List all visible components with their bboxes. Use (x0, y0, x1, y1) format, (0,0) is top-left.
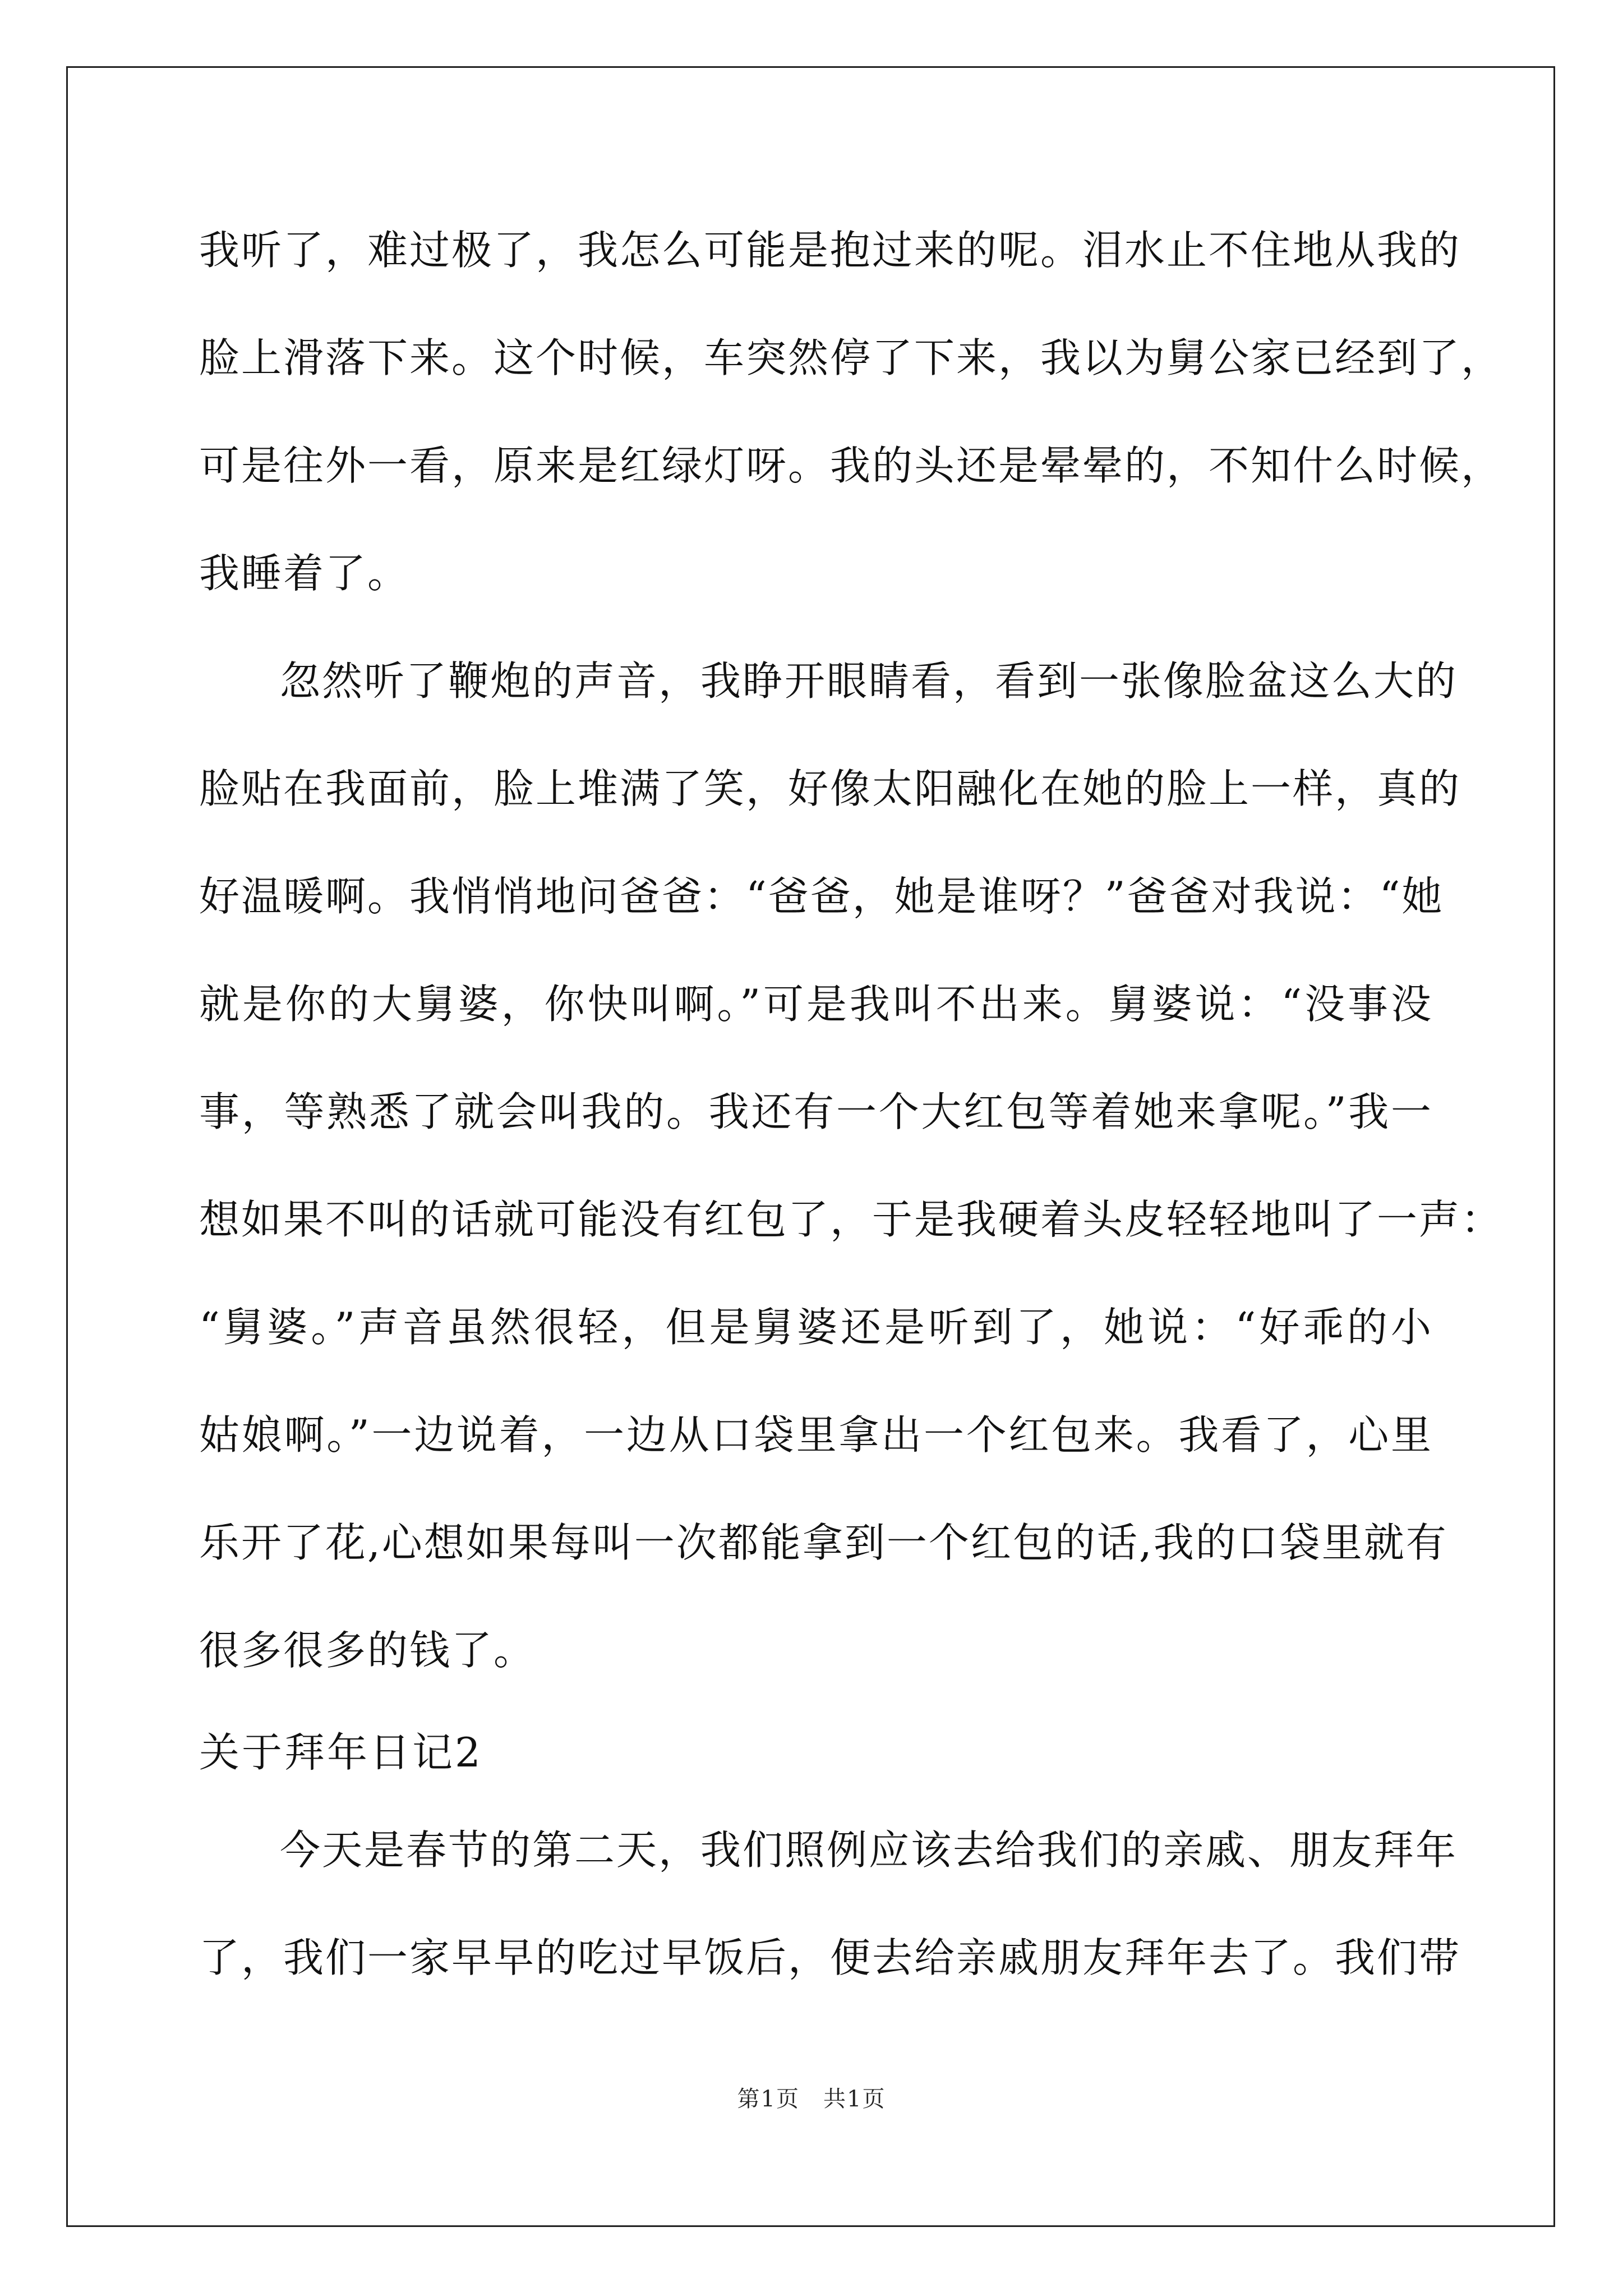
text-line-3: 可是往外一看，原来是红绿灯呀。我的头还是晕晕的，不知什么时候， (199, 442, 1504, 489)
text-line-14: 很多很多的钱了。 (199, 1627, 536, 1674)
text-line-10: 想如果不叫的话就可能没有红包了，于是我硬着头皮轻轻地叫了一声： (199, 1196, 1504, 1243)
section-heading: 关于拜年日记2 (199, 1729, 483, 1776)
text-line-7: 好温暖啊。我悄悄地问爸爸：“爸爸，她是谁呀？”爸爸对我说：“她 (199, 873, 1444, 920)
text-line-2: 脸上滑落下来。这个时候，车突然停了下来，我以为舅公家已经到了， (199, 334, 1504, 381)
text-line-13: 乐开了花,心想如果每叫一次都能拿到一个红包的话,我的口袋里就有 (199, 1519, 1448, 1566)
page-number-footer: 第1页 共1页 (737, 2086, 886, 2112)
text-line-12: 姑娘啊。”一边说着，一边从口袋里拿出一个红包来。我看了，心里 (199, 1411, 1433, 1458)
text-line-11: “舅婆。”声音虽然很轻，但是舅婆还是听到了，她说：“好乖的小 (199, 1304, 1433, 1351)
text-line-4: 我睡着了。 (199, 550, 410, 597)
text-line-16: 今天是春节的第二天，我们照例应该去给我们的亲戚、朋友拜年 (280, 1826, 1458, 1874)
text-line-6: 脸贴在我面前，脸上堆满了笑，好像太阳融化在她的脸上一样，真的 (199, 765, 1461, 812)
text-line-5: 忽然听了鞭炮的声音，我睁开眼睛看，看到一张像脸盆这么大的 (280, 657, 1458, 705)
text-line-17: 了，我们一家早早的吃过早饭后，便去给亲戚朋友拜年去了。我们带 (199, 1934, 1461, 1981)
text-line-1: 我听了，难过极了，我怎么可能是抱过来的呢。泪水止不住地从我的 (199, 227, 1461, 274)
text-line-8: 就是你的大舅婆，你快叫啊。”可是我叫不出来。舅婆说：“没事没 (199, 981, 1433, 1028)
text-line-9: 事，等熟悉了就会叫我的。我还有一个大红包等着她来拿呢。”我一 (199, 1088, 1433, 1135)
